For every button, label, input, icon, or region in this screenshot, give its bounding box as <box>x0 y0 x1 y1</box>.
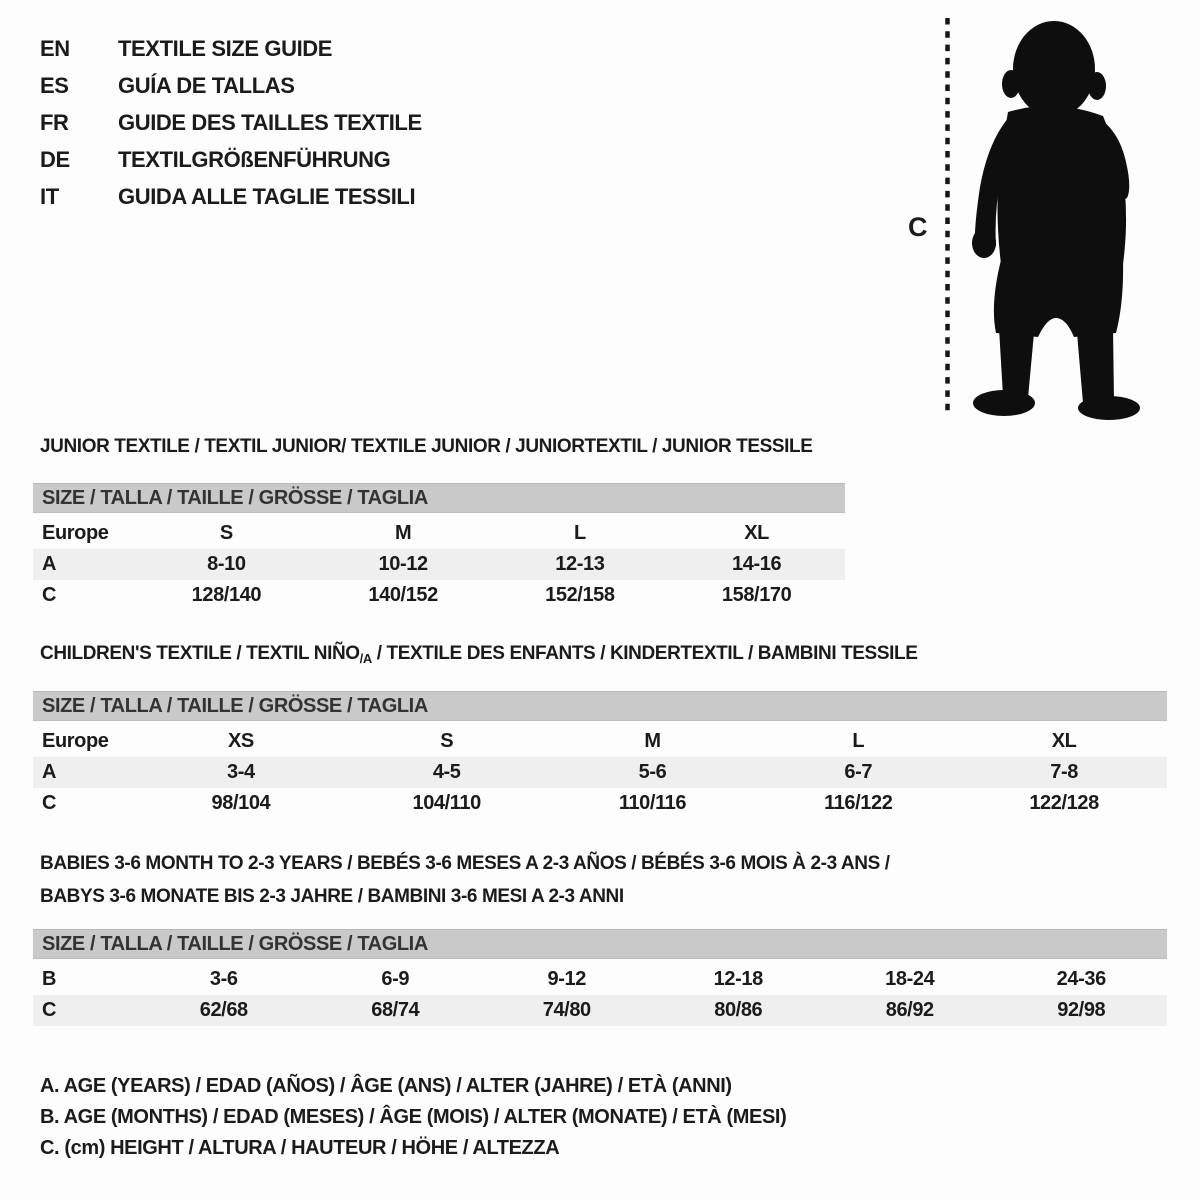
size-header-bar <box>33 929 1167 959</box>
language-row <box>40 30 422 67</box>
size-cell: XS <box>227 730 254 752</box>
size-cell: XL <box>1051 730 1077 752</box>
children-title-sub: /A <box>359 651 372 666</box>
junior-size-table <box>33 483 845 611</box>
babies-size-table <box>33 929 1167 1026</box>
height-cell: 68/74 <box>371 999 420 1021</box>
table-row <box>33 549 845 580</box>
legend-line-age-months: B. AGE (MONTHS) / EDAD (MESES) / ÂGE (MOIS) / ALTER (MONATE) / ETÀ (MESI) <box>40 1106 787 1128</box>
language-row <box>40 104 422 141</box>
height-cell: 128/140 <box>191 584 262 606</box>
age-cell: 12-18 <box>713 968 763 990</box>
table-row <box>33 518 845 549</box>
height-cell: 86/92 <box>885 999 934 1021</box>
babies-title-line2: BABYS 3-6 MONATE BIS 2-3 JAHRE / BAMBINI 3-6 MESI A 2-3 ANNI <box>40 886 624 907</box>
language-title: TEXTILGRÖßENFÜHRUNG <box>118 146 391 172</box>
row-label: C <box>42 999 57 1021</box>
size-cell: S <box>219 522 233 544</box>
age-cell: 12-13 <box>555 553 605 575</box>
size-cell: M <box>394 522 412 544</box>
language-title: GUIDA ALLE TAGLIE TESSILI <box>118 183 416 209</box>
table-row <box>33 580 845 611</box>
language-row <box>40 178 422 215</box>
age-cell: 7-8 <box>1050 761 1078 783</box>
height-cell: 158/170 <box>721 584 792 606</box>
language-code: FR <box>40 109 69 135</box>
size-header-label: SIZE / TALLA / TAILLE / GRÖSSE / TAGLIA <box>42 486 428 509</box>
children-title-suffix: / TEXTILE DES ENFANTS / KINDERTEXTIL / BAMBINI TESSILE <box>371 643 918 664</box>
legend-line-height: C. (cm) HEIGHT / ALTURA / HAUTEUR / HÖHE / ALTEZZA <box>40 1137 560 1159</box>
age-cell: 8-10 <box>207 553 246 575</box>
row-label: B <box>42 968 57 990</box>
age-cell: 18-24 <box>885 968 935 990</box>
table-row <box>33 964 1167 995</box>
measurement-legend <box>40 1071 786 1164</box>
language-title: TEXTILE SIZE GUIDE <box>118 35 333 61</box>
children-title-prefix: CHILDREN'S TEXTILE / TEXTIL NIÑO <box>40 643 360 664</box>
size-cell: XL <box>744 522 769 544</box>
height-cell: 116/122 <box>824 792 893 814</box>
row-label: A <box>42 761 57 783</box>
age-cell: 4-5 <box>432 761 461 783</box>
language-code: ES <box>40 72 69 98</box>
junior-section-title: JUNIOR TEXTILE / TEXTIL JUNIOR/ TEXTILE JUNIOR / JUNIORTEXTIL / JUNIOR TESSILE <box>40 436 813 457</box>
size-cell: S <box>440 730 454 752</box>
height-cell: 104/110 <box>412 792 481 814</box>
row-label: Europe <box>42 730 109 752</box>
height-measure-dashed-line <box>944 16 952 416</box>
babies-title-line1: BABIES 3-6 MONTH TO 2-3 YEARS / BEBÉS 3-6 MESES A 2-3 AÑOS / BÉBÉS 3-6 MOIS À 2-3 ANS / <box>40 853 890 874</box>
age-cell: 14-16 <box>732 553 782 575</box>
size-header-bar <box>33 691 1167 721</box>
language-title: GUÍA DE TALLAS <box>118 72 295 98</box>
age-cell: 9-12 <box>547 968 586 990</box>
language-header-block <box>40 30 422 215</box>
height-cell: 92/98 <box>1057 999 1106 1021</box>
row-label: C <box>42 792 57 814</box>
height-cell: 62/68 <box>199 999 248 1021</box>
size-header-label: SIZE / TALLA / TAILLE / GRÖSSE / TAGLIA <box>42 932 428 955</box>
age-cell: 6-9 <box>381 968 410 990</box>
age-cell: 5-6 <box>638 761 667 783</box>
size-cell: L <box>573 522 586 544</box>
table-row <box>33 757 1167 788</box>
children-section-title <box>40 643 917 666</box>
height-cell: 74/80 <box>542 999 591 1021</box>
language-code: IT <box>40 183 59 209</box>
height-cell: 152/158 <box>545 584 615 606</box>
height-cell: 98/104 <box>211 792 271 814</box>
age-cell: 24-36 <box>1056 968 1106 990</box>
size-cell: M <box>644 730 661 752</box>
legend-line-age-years: A. AGE (YEARS) / EDAD (AÑOS) / ÂGE (ANS) / ALTER (JAHRE) / ETÀ (ANNI) <box>40 1075 732 1097</box>
height-cell: 110/116 <box>618 792 687 814</box>
size-header-label: SIZE / TALLA / TAILLE / GRÖSSE / TAGLIA <box>42 694 428 717</box>
language-row <box>40 67 422 104</box>
row-label: Europe <box>42 522 109 544</box>
row-label: C <box>42 584 57 606</box>
age-cell: 10-12 <box>378 553 428 575</box>
table-row <box>33 995 1167 1026</box>
language-code: EN <box>40 35 70 61</box>
height-cell: 80/86 <box>714 999 763 1021</box>
row-label: A <box>42 553 57 575</box>
table-row <box>33 788 1167 819</box>
age-cell: 3-4 <box>227 761 255 783</box>
age-cell: 3-6 <box>209 968 238 990</box>
language-code: DE <box>40 146 70 172</box>
height-cell: 140/152 <box>368 584 438 606</box>
toddler-silhouette-icon <box>963 12 1148 422</box>
language-title: GUIDE DES TAILLES TEXTILE <box>118 109 422 135</box>
table-row <box>33 726 1167 757</box>
size-cell: L <box>852 730 865 752</box>
height-cell: 122/128 <box>1029 792 1099 814</box>
language-row <box>40 141 422 178</box>
size-header-bar <box>33 483 845 513</box>
babies-section-title <box>40 847 890 913</box>
height-measure-label: C <box>908 212 928 242</box>
age-cell: 6-7 <box>844 761 873 783</box>
children-size-table <box>33 691 1167 819</box>
